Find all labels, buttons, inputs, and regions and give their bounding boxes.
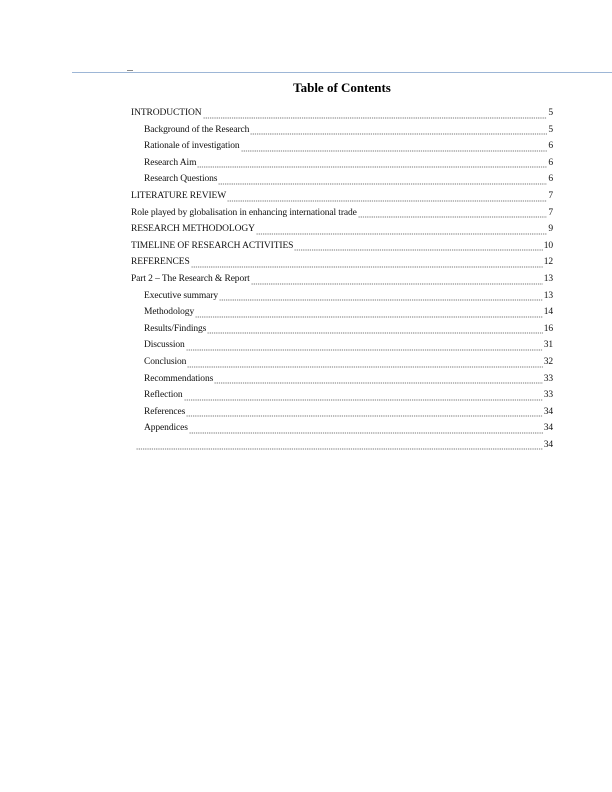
toc-entry[interactable] (131, 271, 553, 288)
dot-leader (187, 354, 542, 371)
dot-leader (256, 221, 547, 238)
toc-entry[interactable] (131, 138, 553, 155)
toc-list (131, 105, 553, 453)
toc-entry[interactable] (131, 188, 553, 205)
toc-entry-title: Role played by globalisation in enhancing international trade (131, 207, 357, 218)
toc-entry[interactable] (131, 238, 553, 255)
toc-entry-title: TIMELINE OF RESEARCH ACTIVITIES (131, 240, 294, 251)
toc-entry-title: Background of the Research (144, 124, 250, 135)
toc-entry[interactable] (131, 205, 553, 222)
toc-entry-page-number: 5 (548, 108, 553, 118)
toc-entry-page-number: 6 (548, 174, 553, 185)
dot-leader (197, 155, 547, 172)
dot-leader (358, 205, 548, 222)
toc-entry-page-number: 16 (543, 323, 553, 334)
toc-entry[interactable] (131, 420, 553, 437)
toc-entry-title: Appendices (144, 423, 188, 434)
toc-entry-title: Research Questions (144, 174, 218, 185)
toc-entry-page-number: 13 (543, 290, 553, 301)
toc-entry[interactable] (131, 254, 553, 271)
toc-entry[interactable] (131, 337, 553, 354)
dot-leader (207, 321, 542, 338)
dot-leader (294, 238, 542, 255)
toc-entry-page-number: 33 (543, 390, 553, 401)
dot-leader (186, 337, 543, 354)
toc-entry-page-number: 34 (543, 406, 553, 417)
toc-entry-page-number: 6 (548, 157, 553, 168)
toc-entry[interactable] (131, 404, 553, 421)
toc-entry[interactable] (131, 288, 553, 305)
toc-entry[interactable] (131, 122, 553, 139)
toc-entry-title: Results/Findings (144, 323, 207, 334)
toc-entry[interactable] (131, 387, 553, 404)
toc-entry-title: Reflection (144, 390, 183, 401)
dot-leader (218, 171, 547, 188)
toc-entry[interactable] (131, 171, 553, 188)
dot-leader (184, 387, 543, 404)
toc-entry[interactable] (131, 371, 553, 388)
toc-entry-title: Part 2 – The Research & Report (131, 273, 250, 284)
dot-leader (195, 304, 543, 321)
toc-entry[interactable] (131, 354, 553, 371)
toc-entry-title: LITERATURE REVIEW (131, 190, 227, 201)
header-mark (127, 70, 133, 71)
dot-leader (191, 254, 543, 271)
toc-entry-page-number: 7 (548, 190, 553, 201)
toc-entry-title: INTRODUCTION (131, 108, 202, 118)
toc-entry-title: RESEARCH METHODOLOGY (131, 224, 255, 235)
toc-entry[interactable] (131, 437, 553, 454)
toc-entry-page-number: 7 (548, 207, 553, 218)
toc-entry-page-number: 12 (543, 257, 553, 268)
toc-entry-title: Conclusion (144, 356, 187, 367)
toc-entry[interactable] (131, 304, 553, 321)
toc-entry-page-number: 9 (548, 224, 553, 235)
dot-leader (186, 404, 542, 421)
toc-entry[interactable] (131, 155, 553, 172)
toc-entry-page-number: 33 (543, 373, 553, 384)
toc-entry-title: Executive summary (144, 290, 219, 301)
dot-leader (251, 271, 543, 288)
toc-entry-title: REFERENCES (131, 257, 190, 268)
toc-title: Table of Contents (293, 80, 391, 95)
toc-entry-page-number: 5 (548, 124, 553, 135)
dot-leader (214, 371, 542, 388)
dot-leader (241, 138, 548, 155)
toc-entry-title: Recommendations (144, 373, 214, 384)
dot-leader (227, 188, 547, 205)
toc-entry-page-number: 14 (543, 307, 553, 318)
toc-entry[interactable] (131, 221, 553, 238)
dot-leader (203, 105, 548, 122)
toc-entry-page-number: 32 (543, 356, 553, 367)
toc-entry-page-number: 34 (543, 439, 553, 450)
dot-leader (250, 122, 547, 139)
toc-entry-page-number: 6 (548, 141, 553, 152)
toc-entry-page-number: 10 (543, 240, 553, 251)
toc-entry[interactable] (131, 105, 553, 122)
toc-entry-page-number: 34 (543, 423, 553, 434)
dot-leader (136, 437, 543, 454)
toc-entry-title: References (144, 406, 186, 417)
toc-entry-page-number: 13 (543, 273, 553, 284)
header-divider (72, 72, 612, 73)
dot-leader (189, 420, 543, 437)
toc-entry-title: Discussion (144, 340, 185, 351)
toc-entry[interactable] (131, 321, 553, 338)
toc-entry-page-number: 31 (543, 340, 553, 351)
dot-leader (219, 288, 543, 305)
toc-entry-title: Methodology (144, 307, 195, 318)
toc-entry-title: Research Aim (144, 157, 197, 168)
toc-entry-title: Rationale of investigation (144, 141, 240, 152)
